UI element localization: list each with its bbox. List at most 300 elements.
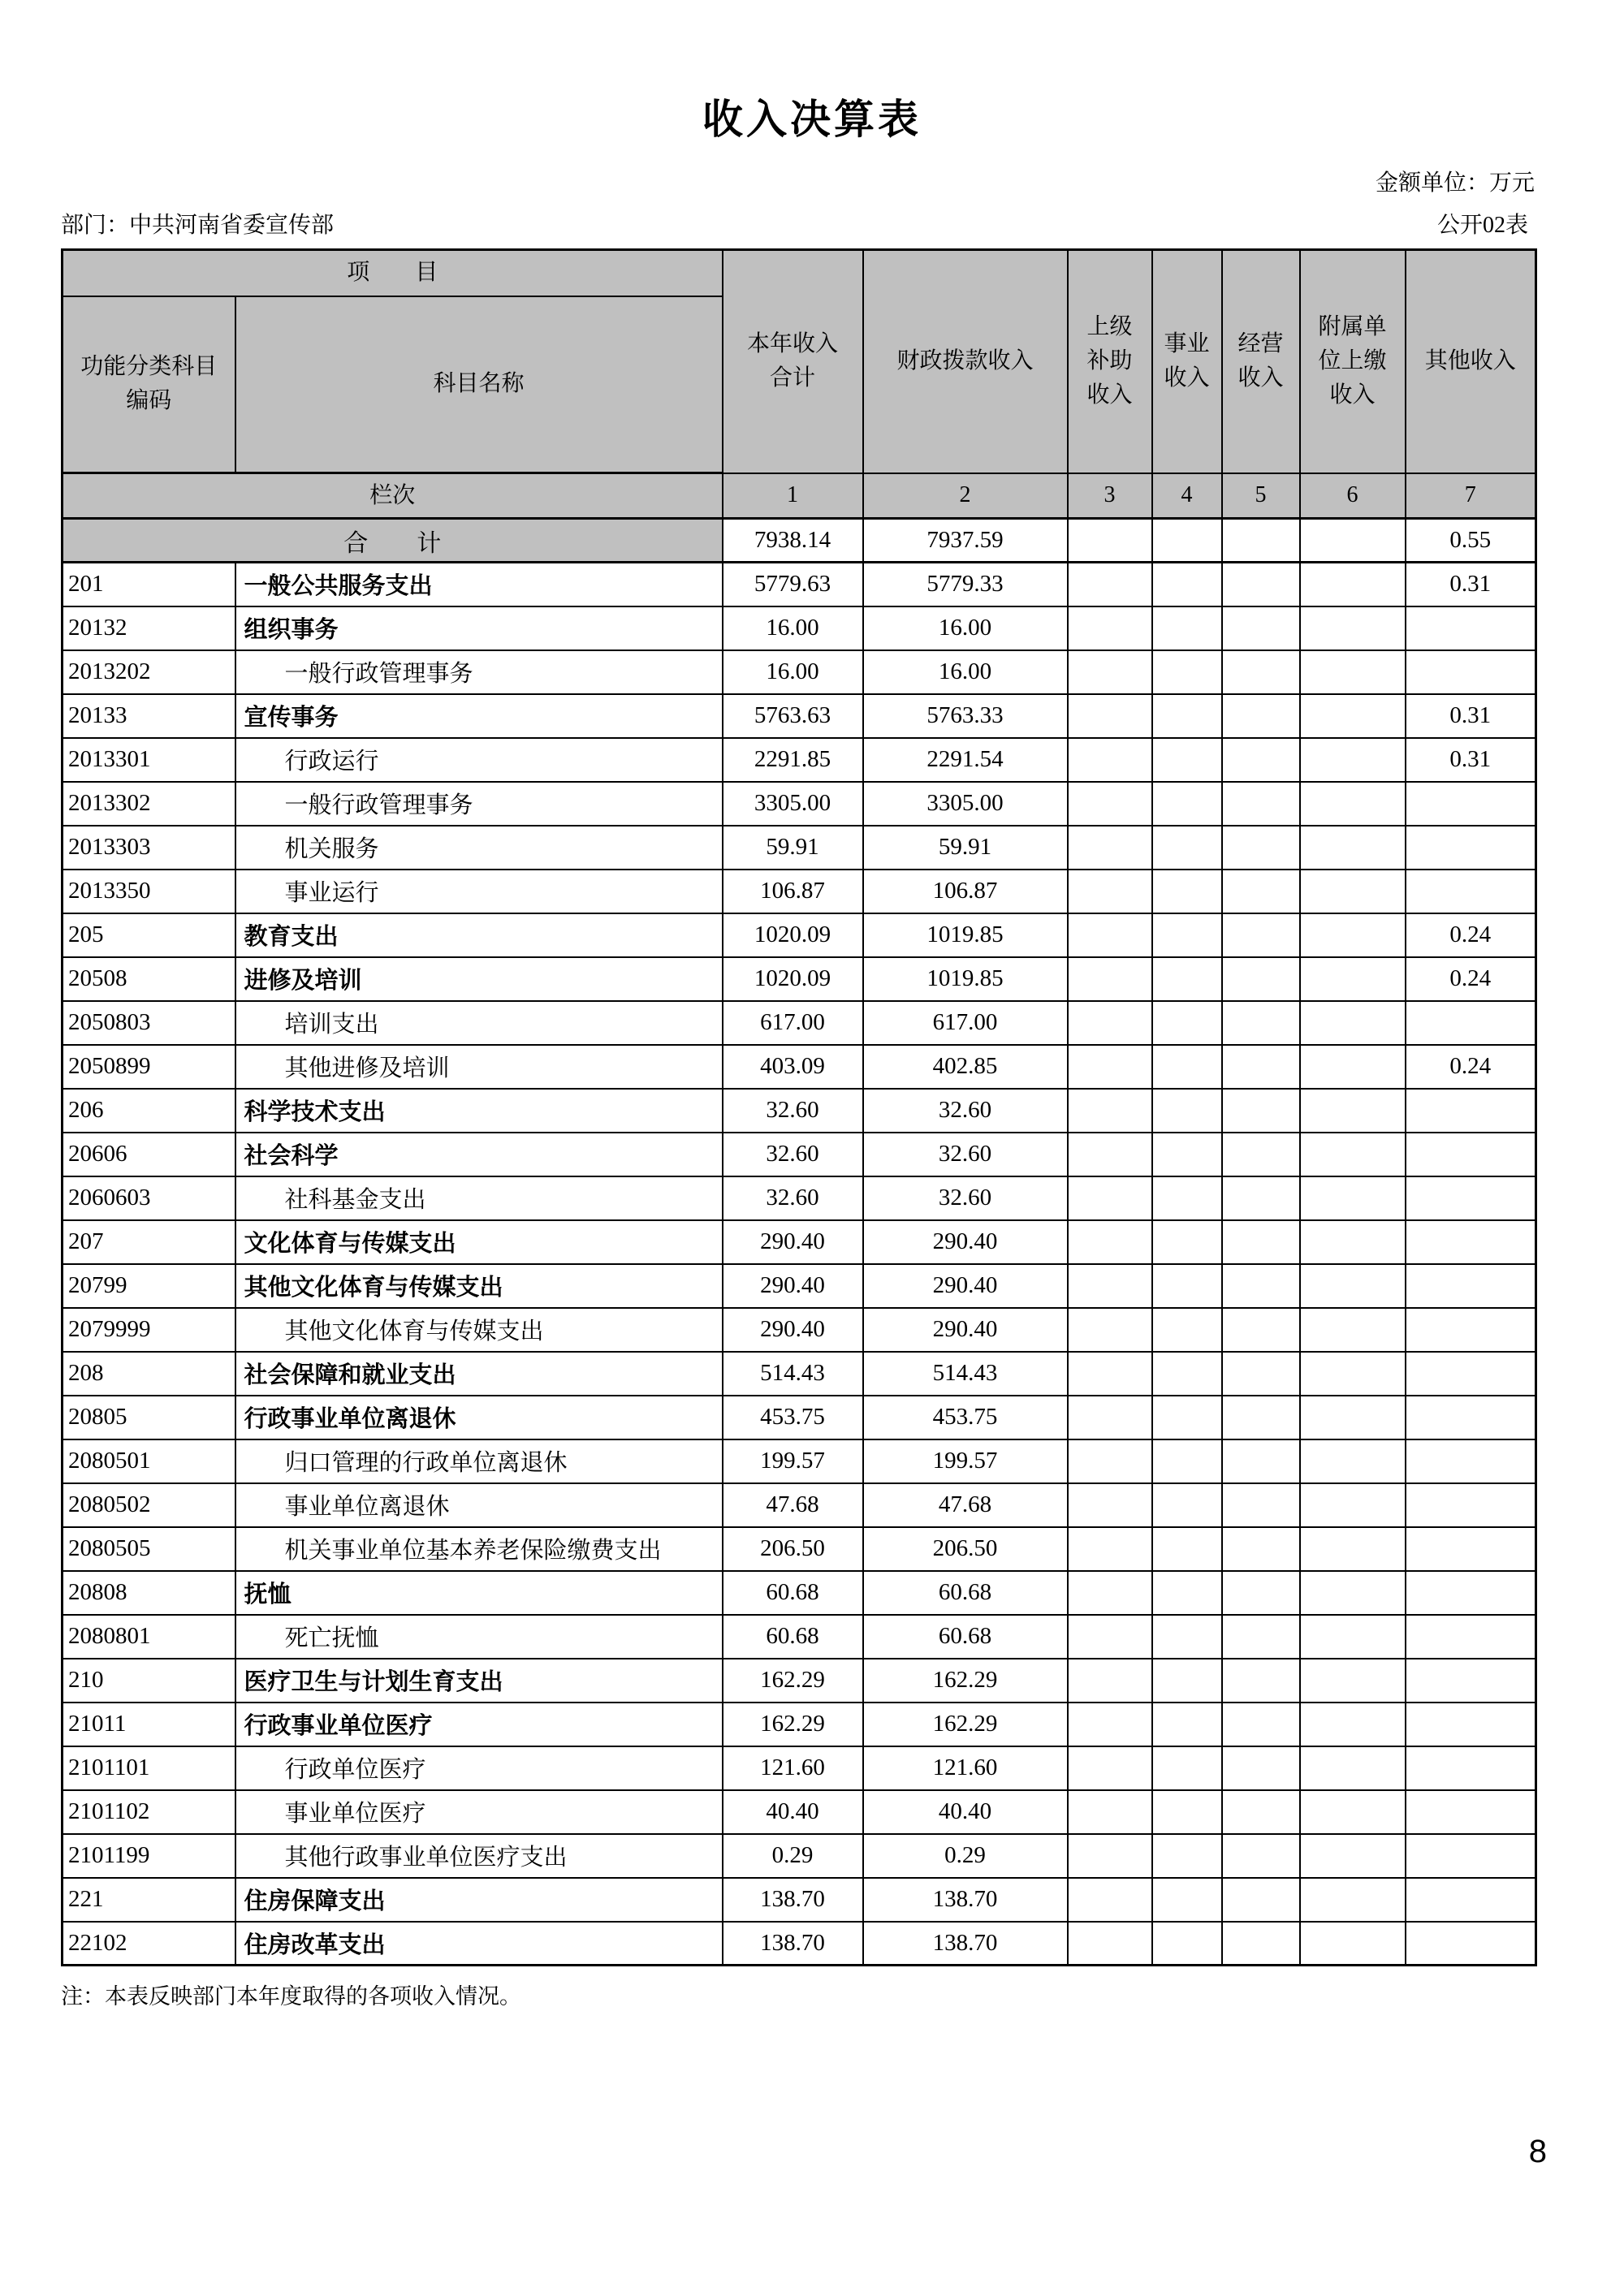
row-value-7 — [1406, 1264, 1536, 1308]
row-value-7 — [1406, 1922, 1536, 1966]
header-project: 项 目 — [63, 250, 723, 296]
row-value-7 — [1406, 1834, 1536, 1878]
row-value-1: 1020.09 — [723, 957, 863, 1001]
row-value-6 — [1300, 1746, 1406, 1790]
row-value-6 — [1300, 1176, 1406, 1220]
row-value-6 — [1300, 1352, 1406, 1396]
row-value-6 — [1300, 1396, 1406, 1439]
row-value-3 — [1068, 1571, 1152, 1615]
row-value-7 — [1406, 1001, 1536, 1045]
row-name: 其他进修及培训 — [235, 1045, 723, 1089]
row-value-1: 403.09 — [723, 1045, 863, 1089]
row-name: 社科基金支出 — [235, 1176, 723, 1220]
row-value-4 — [1152, 1834, 1222, 1878]
header-col-operating: 经营收入 — [1222, 250, 1300, 473]
table-row-206 — [63, 1089, 1536, 1133]
row-value-1: 290.40 — [723, 1308, 863, 1352]
row-value-7 — [1406, 606, 1536, 650]
row-code: 20805 — [63, 1396, 235, 1439]
total-value-4 — [1152, 519, 1222, 563]
row-value-1: 40.40 — [723, 1790, 863, 1834]
row-value-5 — [1222, 738, 1300, 782]
row-value-5 — [1222, 650, 1300, 694]
row-code: 2080502 — [63, 1483, 235, 1527]
row-value-4 — [1152, 1922, 1222, 1966]
row-value-4 — [1152, 957, 1222, 1001]
table-row-201 — [63, 563, 1536, 606]
row-value-6 — [1300, 1483, 1406, 1527]
row-value-6 — [1300, 1220, 1406, 1264]
row-value-5 — [1222, 1922, 1300, 1966]
row-value-7 — [1406, 1220, 1536, 1264]
lanci-7: 7 — [1406, 473, 1536, 519]
unit-note: 金额单位：万元 — [1375, 170, 1535, 196]
department-label: 部门：中共河南省委宣传部 — [61, 213, 335, 238]
row-value-1: 1020.09 — [723, 913, 863, 957]
row-value-7 — [1406, 1308, 1536, 1352]
row-value-6 — [1300, 957, 1406, 1001]
row-value-1: 453.75 — [723, 1396, 863, 1439]
row-name: 事业单位离退休 — [235, 1483, 723, 1527]
row-value-7 — [1406, 870, 1536, 913]
row-value-2: 138.70 — [863, 1922, 1068, 1966]
row-value-3 — [1068, 1483, 1152, 1527]
row-value-2: 1019.85 — [863, 913, 1068, 957]
table-row-2013302 — [63, 782, 1536, 826]
income-table — [61, 248, 1537, 1966]
row-value-7 — [1406, 1483, 1536, 1527]
row-value-7 — [1406, 1746, 1536, 1790]
row-code: 207 — [63, 1220, 235, 1264]
row-value-1: 162.29 — [723, 1703, 863, 1746]
row-value-3 — [1068, 1176, 1152, 1220]
row-code: 201 — [63, 563, 235, 606]
row-value-6 — [1300, 1790, 1406, 1834]
row-value-2: 162.29 — [863, 1659, 1068, 1703]
row-value-4 — [1152, 738, 1222, 782]
row-code: 20132 — [63, 606, 235, 650]
table-row-2080801 — [63, 1615, 1536, 1659]
row-name: 事业单位医疗 — [235, 1790, 723, 1834]
row-value-2: 290.40 — [863, 1308, 1068, 1352]
row-value-2: 290.40 — [863, 1264, 1068, 1308]
row-value-3 — [1068, 870, 1152, 913]
row-code: 206 — [63, 1089, 235, 1133]
row-value-4 — [1152, 826, 1222, 870]
table-row-2050803 — [63, 1001, 1536, 1045]
row-value-3 — [1068, 1220, 1152, 1264]
row-code: 2101199 — [63, 1834, 235, 1878]
table-row-2013301 — [63, 738, 1536, 782]
row-value-4 — [1152, 1220, 1222, 1264]
row-value-5 — [1222, 1089, 1300, 1133]
row-name: 行政运行 — [235, 738, 723, 782]
row-code: 208 — [63, 1352, 235, 1396]
row-value-3 — [1068, 1922, 1152, 1966]
table-row-2080505 — [63, 1527, 1536, 1571]
row-value-6 — [1300, 1133, 1406, 1176]
row-name: 住房改革支出 — [235, 1922, 723, 1966]
row-value-2: 514.43 — [863, 1352, 1068, 1396]
row-code: 2101101 — [63, 1746, 235, 1790]
row-value-2: 32.60 — [863, 1089, 1068, 1133]
row-value-4 — [1152, 1176, 1222, 1220]
table-row-2080501 — [63, 1439, 1536, 1483]
row-code: 2080801 — [63, 1615, 235, 1659]
header-col-total: 本年收入合计 — [723, 250, 863, 473]
header-col-institutional: 事业收入 — [1152, 250, 1222, 473]
row-value-4 — [1152, 1703, 1222, 1746]
row-name: 抚恤 — [235, 1571, 723, 1615]
row-code: 2080501 — [63, 1439, 235, 1483]
total-label: 合 计 — [63, 519, 723, 563]
row-value-4 — [1152, 1133, 1222, 1176]
row-value-4 — [1152, 694, 1222, 738]
row-value-4 — [1152, 1746, 1222, 1790]
table-row-20132 — [63, 606, 1536, 650]
table-row-2101102 — [63, 1790, 1536, 1834]
row-value-7 — [1406, 1176, 1536, 1220]
row-value-7 — [1406, 1703, 1536, 1746]
row-value-1: 138.70 — [723, 1878, 863, 1922]
row-code: 20808 — [63, 1571, 235, 1615]
row-value-5 — [1222, 957, 1300, 1001]
row-value-3 — [1068, 1659, 1152, 1703]
row-value-6 — [1300, 1834, 1406, 1878]
row-value-1: 3305.00 — [723, 782, 863, 826]
row-code: 21011 — [63, 1703, 235, 1746]
header-code: 功能分类科目编码 — [63, 296, 235, 473]
row-value-6 — [1300, 1045, 1406, 1089]
row-value-5 — [1222, 1878, 1300, 1922]
row-value-5 — [1222, 1001, 1300, 1045]
row-value-5 — [1222, 1045, 1300, 1089]
table-row-20508 — [63, 957, 1536, 1001]
row-value-1: 138.70 — [723, 1922, 863, 1966]
row-value-3 — [1068, 1878, 1152, 1922]
row-name: 机关服务 — [235, 826, 723, 870]
row-value-5 — [1222, 826, 1300, 870]
row-value-3 — [1068, 1352, 1152, 1396]
row-value-3 — [1068, 1615, 1152, 1659]
row-value-4 — [1152, 1571, 1222, 1615]
row-value-2: 16.00 — [863, 606, 1068, 650]
row-value-4 — [1152, 650, 1222, 694]
row-value-4 — [1152, 563, 1222, 606]
table-header — [63, 250, 1536, 519]
row-value-7 — [1406, 1527, 1536, 1571]
total-row — [63, 519, 1536, 563]
row-value-4 — [1152, 1483, 1222, 1527]
row-value-5 — [1222, 1352, 1300, 1396]
row-value-7 — [1406, 1352, 1536, 1396]
table-row-208 — [63, 1352, 1536, 1396]
row-name: 其他文化体育与传媒支出 — [235, 1308, 723, 1352]
table-row-20799 — [63, 1264, 1536, 1308]
row-value-3 — [1068, 1790, 1152, 1834]
row-code: 2060603 — [63, 1176, 235, 1220]
row-value-7 — [1406, 1878, 1536, 1922]
row-value-6 — [1300, 1659, 1406, 1703]
lanci-label: 栏次 — [63, 473, 723, 519]
row-name: 机关事业单位基本养老保险缴费支出 — [235, 1527, 723, 1571]
row-value-7 — [1406, 1790, 1536, 1834]
row-value-4 — [1152, 1878, 1222, 1922]
row-value-5 — [1222, 1615, 1300, 1659]
row-value-1: 514.43 — [723, 1352, 863, 1396]
row-value-2: 402.85 — [863, 1045, 1068, 1089]
row-value-1: 32.60 — [723, 1133, 863, 1176]
row-value-7 — [1406, 826, 1536, 870]
table-row-2080502 — [63, 1483, 1536, 1527]
row-value-1: 32.60 — [723, 1089, 863, 1133]
row-value-6 — [1300, 913, 1406, 957]
row-value-2: 40.40 — [863, 1790, 1068, 1834]
row-value-3 — [1068, 1439, 1152, 1483]
table-row-2101101 — [63, 1746, 1536, 1790]
table-row-20805 — [63, 1396, 1536, 1439]
row-value-7: 0.31 — [1406, 738, 1536, 782]
row-name: 科学技术支出 — [235, 1089, 723, 1133]
table-row-21011 — [63, 1703, 1536, 1746]
row-value-3 — [1068, 913, 1152, 957]
row-value-3 — [1068, 694, 1152, 738]
row-value-5 — [1222, 1133, 1300, 1176]
row-name: 宣传事务 — [235, 694, 723, 738]
row-value-1: 60.68 — [723, 1615, 863, 1659]
table-row-210 — [63, 1659, 1536, 1703]
row-value-2: 162.29 — [863, 1703, 1068, 1746]
row-value-1: 32.60 — [723, 1176, 863, 1220]
lanci-6: 6 — [1300, 473, 1406, 519]
table-row-22102 — [63, 1922, 1536, 1966]
row-value-1: 2291.85 — [723, 738, 863, 782]
row-value-3 — [1068, 606, 1152, 650]
row-value-1: 162.29 — [723, 1659, 863, 1703]
row-value-3 — [1068, 1834, 1152, 1878]
total-value-2: 7937.59 — [863, 519, 1068, 563]
row-value-3 — [1068, 563, 1152, 606]
row-value-2: 59.91 — [863, 826, 1068, 870]
header-col-other: 其他收入 — [1406, 250, 1536, 473]
row-value-3 — [1068, 1133, 1152, 1176]
row-value-3 — [1068, 1703, 1152, 1746]
row-value-3 — [1068, 1089, 1152, 1133]
row-value-5 — [1222, 563, 1300, 606]
header-line — [0, 214, 1624, 237]
table-row-20606 — [63, 1133, 1536, 1176]
row-value-4 — [1152, 1001, 1222, 1045]
row-value-6 — [1300, 1615, 1406, 1659]
row-value-6 — [1300, 1878, 1406, 1922]
row-value-5 — [1222, 1176, 1300, 1220]
row-value-7: 0.24 — [1406, 957, 1536, 1001]
header-col-affiliated: 附属单位上缴收入 — [1300, 250, 1406, 473]
row-name: 住房保障支出 — [235, 1878, 723, 1922]
row-code: 2050803 — [63, 1001, 235, 1045]
table-row-2013202 — [63, 650, 1536, 694]
row-value-2: 106.87 — [863, 870, 1068, 913]
row-value-1: 60.68 — [723, 1571, 863, 1615]
row-value-3 — [1068, 782, 1152, 826]
row-value-2: 453.75 — [863, 1396, 1068, 1439]
row-code: 20133 — [63, 694, 235, 738]
row-value-4 — [1152, 1045, 1222, 1089]
header-col-superior-subsidy: 上级补助收入 — [1068, 250, 1152, 473]
row-value-2: 5763.33 — [863, 694, 1068, 738]
row-code: 22102 — [63, 1922, 235, 1966]
row-name: 归口管理的行政单位离退休 — [235, 1439, 723, 1483]
row-name: 医疗卫生与计划生育支出 — [235, 1659, 723, 1703]
row-value-2: 47.68 — [863, 1483, 1068, 1527]
header-row-project — [63, 250, 1536, 296]
row-value-1: 0.29 — [723, 1834, 863, 1878]
row-code: 2013303 — [63, 826, 235, 870]
row-name: 教育支出 — [235, 913, 723, 957]
row-value-2: 1019.85 — [863, 957, 1068, 1001]
row-code: 20799 — [63, 1264, 235, 1308]
row-name: 社会科学 — [235, 1133, 723, 1176]
row-value-4 — [1152, 1527, 1222, 1571]
row-value-2: 206.50 — [863, 1527, 1068, 1571]
row-value-4 — [1152, 1089, 1222, 1133]
lanci-3: 3 — [1068, 473, 1152, 519]
row-value-6 — [1300, 826, 1406, 870]
row-value-6 — [1300, 782, 1406, 826]
row-value-2: 138.70 — [863, 1878, 1068, 1922]
table-body — [63, 519, 1536, 1966]
row-value-7: 0.24 — [1406, 1045, 1536, 1089]
row-value-4 — [1152, 1790, 1222, 1834]
row-value-4 — [1152, 1439, 1222, 1483]
row-value-1: 16.00 — [723, 606, 863, 650]
row-value-3 — [1068, 1001, 1152, 1045]
row-code: 210 — [63, 1659, 235, 1703]
table-row-2079999 — [63, 1308, 1536, 1352]
row-value-7 — [1406, 1133, 1536, 1176]
table-row-20808 — [63, 1571, 1536, 1615]
row-value-7: 0.24 — [1406, 913, 1536, 957]
row-value-4 — [1152, 1659, 1222, 1703]
row-value-4 — [1152, 1615, 1222, 1659]
row-value-6 — [1300, 1922, 1406, 1966]
row-value-3 — [1068, 1045, 1152, 1089]
row-value-2: 617.00 — [863, 1001, 1068, 1045]
row-value-3 — [1068, 1746, 1152, 1790]
row-code: 2050899 — [63, 1045, 235, 1089]
row-value-6 — [1300, 563, 1406, 606]
row-value-7 — [1406, 1396, 1536, 1439]
row-value-6 — [1300, 1571, 1406, 1615]
row-name: 一般公共服务支出 — [235, 563, 723, 606]
row-value-1: 5763.63 — [723, 694, 863, 738]
row-code: 2013350 — [63, 870, 235, 913]
row-name: 行政事业单位医疗 — [235, 1703, 723, 1746]
row-value-2: 16.00 — [863, 650, 1068, 694]
row-value-2: 290.40 — [863, 1220, 1068, 1264]
row-value-6 — [1300, 606, 1406, 650]
row-value-6 — [1300, 1264, 1406, 1308]
header-col-fiscal: 财政拨款收入 — [863, 250, 1068, 473]
row-value-5 — [1222, 913, 1300, 957]
row-value-6 — [1300, 738, 1406, 782]
row-value-7 — [1406, 1615, 1536, 1659]
row-value-6 — [1300, 870, 1406, 913]
row-value-4 — [1152, 606, 1222, 650]
table-row-2013303 — [63, 826, 1536, 870]
row-value-7: 0.31 — [1406, 563, 1536, 606]
row-value-1: 206.50 — [723, 1527, 863, 1571]
row-value-5 — [1222, 1659, 1300, 1703]
row-name: 培训支出 — [235, 1001, 723, 1045]
row-value-1: 16.00 — [723, 650, 863, 694]
row-value-4 — [1152, 782, 1222, 826]
row-name: 行政事业单位离退休 — [235, 1396, 723, 1439]
row-value-1: 121.60 — [723, 1746, 863, 1790]
row-value-5 — [1222, 1396, 1300, 1439]
row-value-4 — [1152, 1352, 1222, 1396]
row-value-5 — [1222, 1746, 1300, 1790]
row-value-2: 199.57 — [863, 1439, 1068, 1483]
row-value-1: 47.68 — [723, 1483, 863, 1527]
row-code: 205 — [63, 913, 235, 957]
row-value-2: 2291.54 — [863, 738, 1068, 782]
row-value-3 — [1068, 1264, 1152, 1308]
table-row-20133 — [63, 694, 1536, 738]
row-code: 2013302 — [63, 782, 235, 826]
lanci-2: 2 — [863, 473, 1068, 519]
row-value-5 — [1222, 1834, 1300, 1878]
row-code: 20606 — [63, 1133, 235, 1176]
row-value-5 — [1222, 1527, 1300, 1571]
row-value-6 — [1300, 1089, 1406, 1133]
row-value-7 — [1406, 1439, 1536, 1483]
row-value-3 — [1068, 1396, 1152, 1439]
row-code: 2101102 — [63, 1790, 235, 1834]
row-name: 行政单位医疗 — [235, 1746, 723, 1790]
row-value-7: 0.31 — [1406, 694, 1536, 738]
header-row-lanci — [63, 473, 1536, 519]
row-value-5 — [1222, 606, 1300, 650]
row-name: 一般行政管理事务 — [235, 650, 723, 694]
row-value-3 — [1068, 650, 1152, 694]
row-code: 2079999 — [63, 1308, 235, 1352]
page-title: 收入决算表 — [702, 97, 922, 142]
row-value-3 — [1068, 826, 1152, 870]
total-value-3 — [1068, 519, 1152, 563]
row-value-6 — [1300, 1703, 1406, 1746]
row-value-3 — [1068, 738, 1152, 782]
row-value-7 — [1406, 782, 1536, 826]
total-value-7: 0.55 — [1406, 519, 1536, 563]
row-value-5 — [1222, 694, 1300, 738]
row-code: 20508 — [63, 957, 235, 1001]
row-value-1: 290.40 — [723, 1264, 863, 1308]
total-value-1: 7938.14 — [723, 519, 863, 563]
row-value-6 — [1300, 1308, 1406, 1352]
row-value-3 — [1068, 1527, 1152, 1571]
footnote: 注：本表反映部门本年度取得的各项收入情况。 — [61, 1984, 521, 2009]
row-value-7 — [1406, 1089, 1536, 1133]
table-code-label: 公开02表 — [1436, 213, 1528, 238]
row-value-4 — [1152, 913, 1222, 957]
table-row-207 — [63, 1220, 1536, 1264]
row-value-5 — [1222, 782, 1300, 826]
row-value-5 — [1222, 1790, 1300, 1834]
row-value-6 — [1300, 1439, 1406, 1483]
row-name: 死亡抚恤 — [235, 1615, 723, 1659]
row-value-4 — [1152, 1396, 1222, 1439]
